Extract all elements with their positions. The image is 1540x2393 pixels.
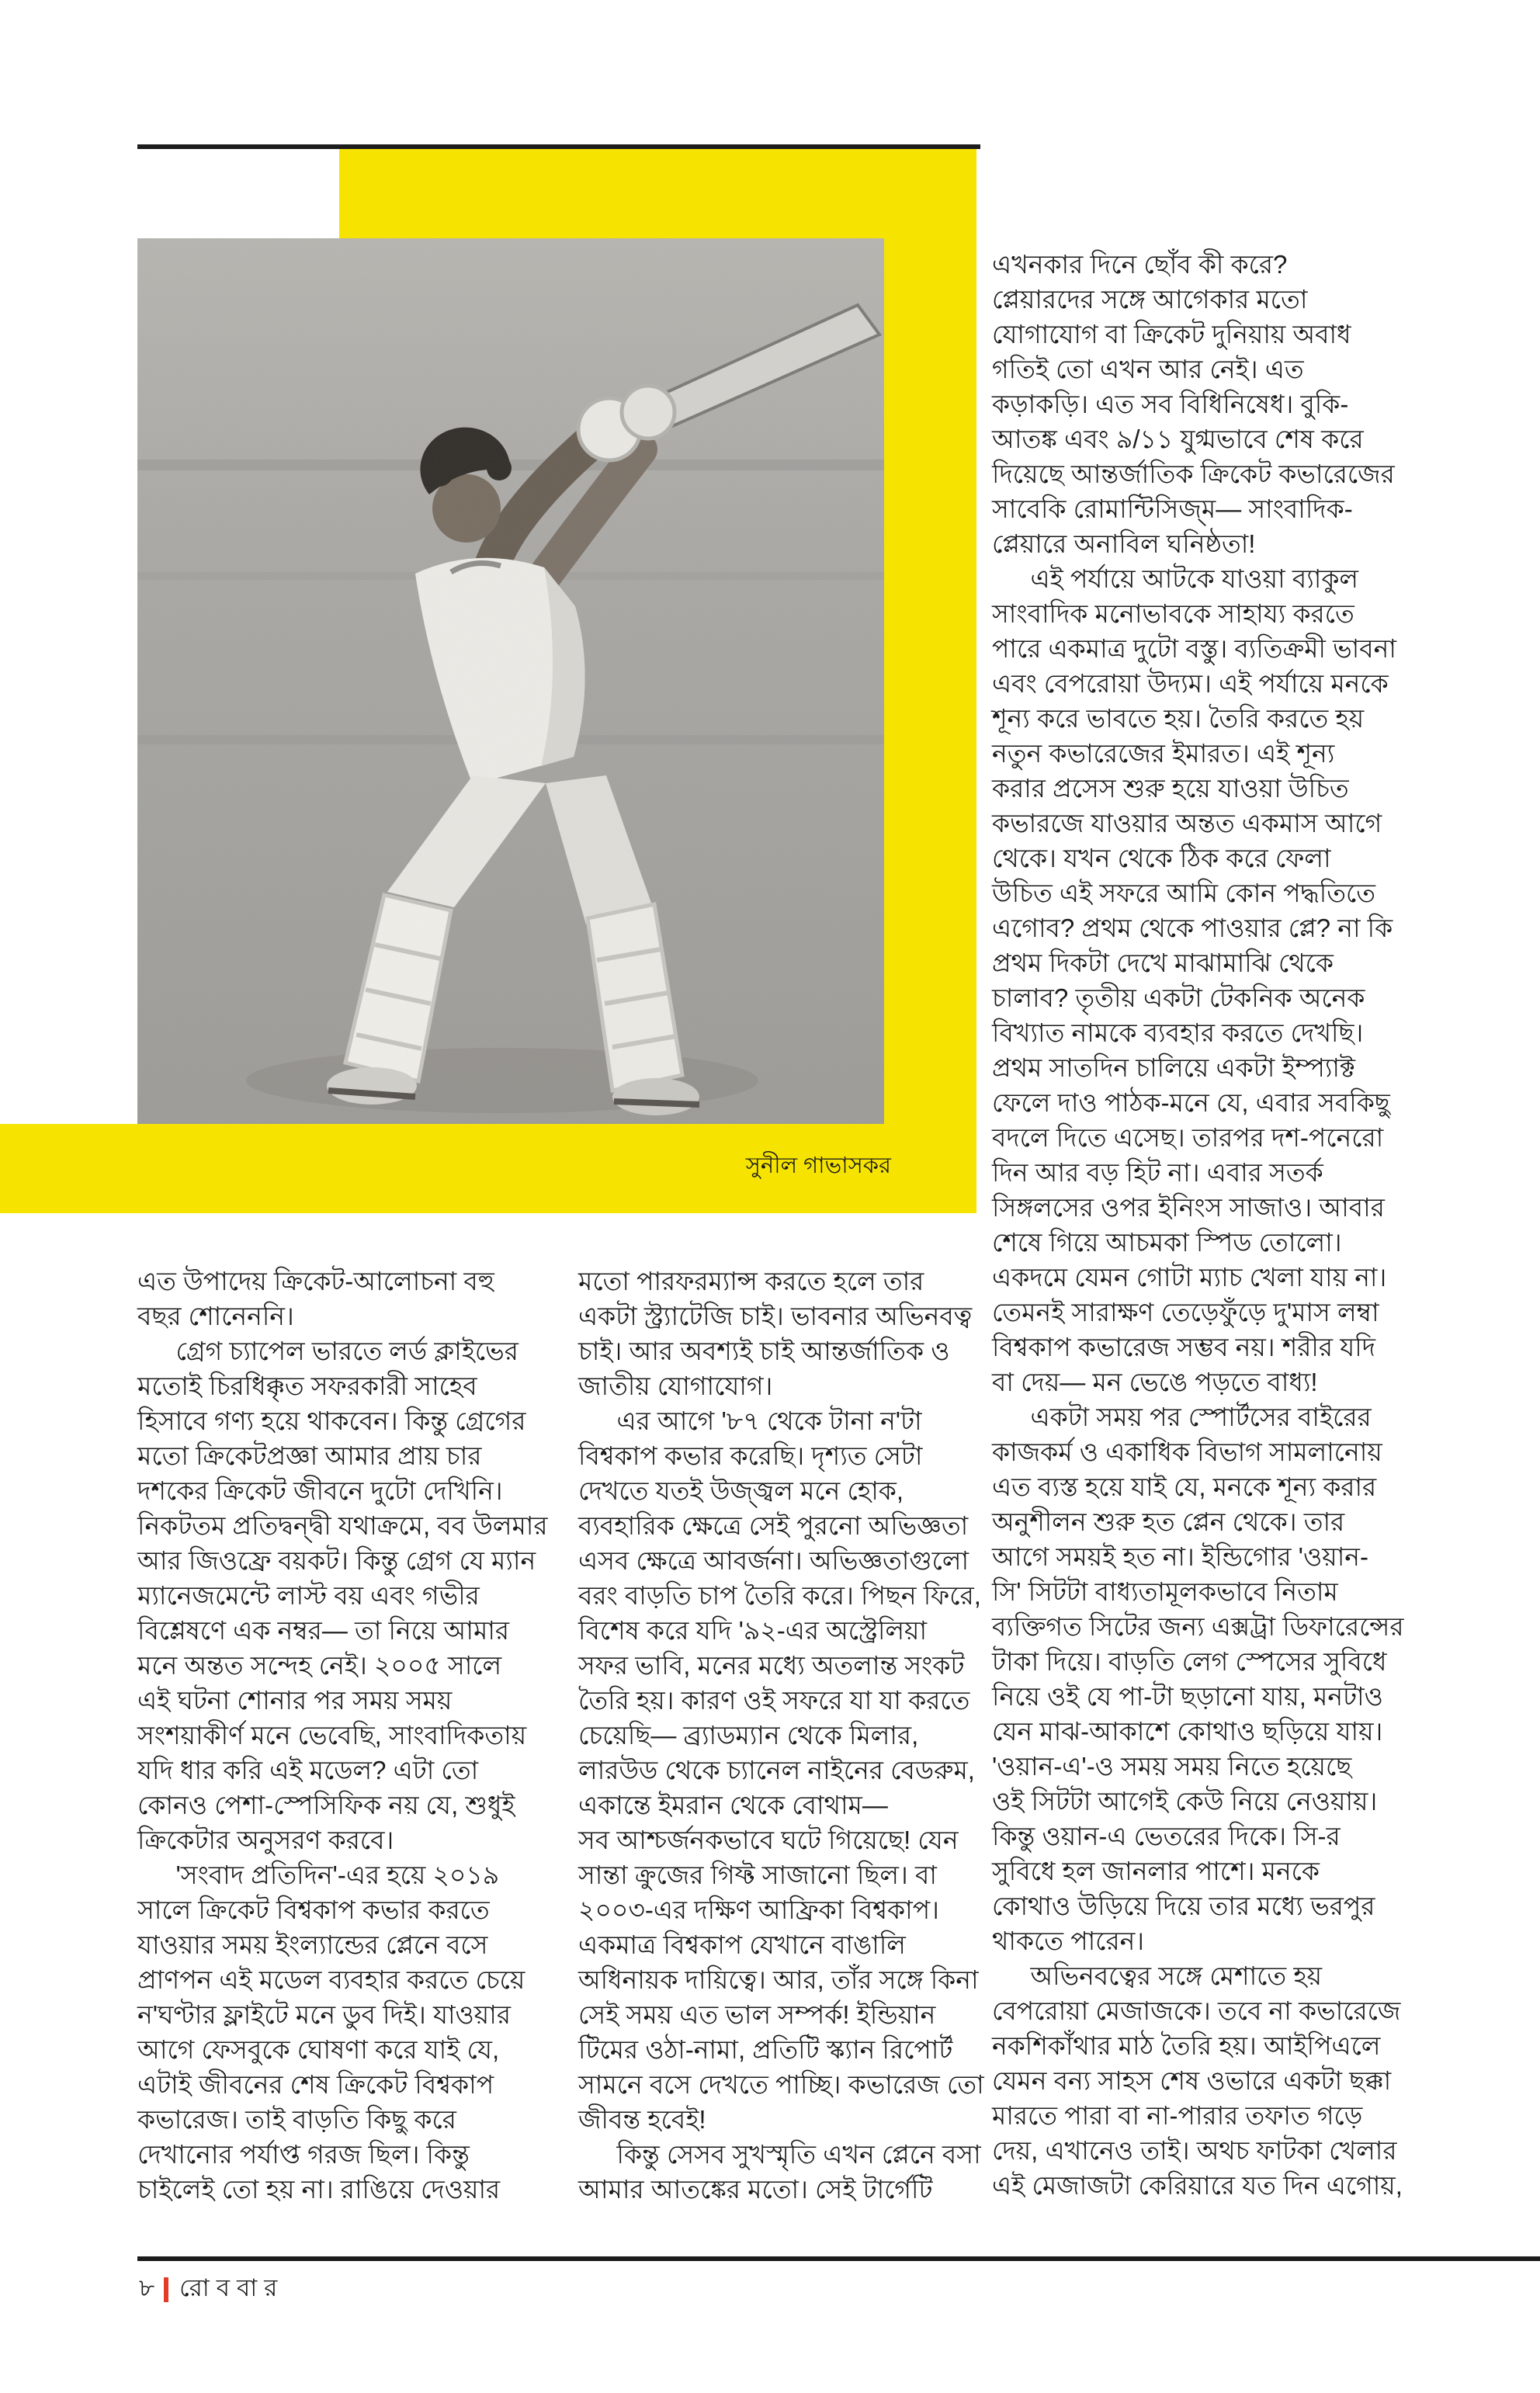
text-line: সব আশ্চর্জনকভাবে ঘটে গিয়েছে! যেন xyxy=(578,1826,959,1854)
text-line: অভিনবত্বের সঙ্গে মেশাতে হয় xyxy=(992,1961,1323,1990)
text-line: বেপরোয়া মেজাজকে। তবে না কভারেজে xyxy=(992,1996,1401,2025)
text-line: এগোব? প্রথম থেকে পাওয়ার প্লে? না কি xyxy=(992,914,1393,942)
text-line: থাকতে পারেন। xyxy=(992,1927,1145,1955)
photo-sunil-gavaskar xyxy=(137,238,884,1124)
text-line: চাই। আর অবশ্যই চাই আন্তর্জাতিক ও xyxy=(578,1337,950,1365)
text-line: থেকে। যখন থেকে ঠিক করে ফেলা xyxy=(992,844,1331,872)
text-line: প্লেয়ারদের সঙ্গে আগেকার মতো xyxy=(992,285,1308,314)
text-line: এত ব্যস্ত হয়ে যাই যে, মনকে শূন্য করার xyxy=(992,1472,1377,1501)
text-line: হিসাবে গণ্য হয়ে থাকবেন। কিন্তু গ্রেগের xyxy=(137,1406,526,1435)
text-line: নতুন কভারেজের ইমারত। এই শূন্য xyxy=(992,739,1335,768)
text-line: বদলে দিতে এসেছ। তারপর দশ-পনেরো xyxy=(992,1123,1384,1152)
text-line: বছর শোনেননি। xyxy=(137,1302,294,1330)
text-line: কড়াকড়ি। এত সব বিধিনিষেধ। বুকি- xyxy=(992,390,1349,418)
text-line: এই ঘটনা শোনার পর সময় সময় xyxy=(137,1686,453,1715)
text-line: সান্তা ক্রুজের গিফ্ট সাজানো ছিল। বা xyxy=(578,1861,937,1889)
text-line: করার প্রসেস শুরু হয়ে যাওয়া উচিত xyxy=(992,774,1349,803)
text-line: জীবন্ত হবেই! xyxy=(578,2105,706,2134)
text-line: একদমে যেমন গোটা ম্যাচ খেলা যায় না। xyxy=(992,1263,1387,1292)
text-line: ন'ঘণ্টার ফ্লাইটে মনে ডুব দিই। যাওয়ার xyxy=(137,2000,511,2029)
text-line: ওই সিটটা আগেই কেউ নিয়ে নেওয়ায়। xyxy=(992,1787,1378,1816)
text-line: অনুশীলন শুরু হত প্লেন থেকে। তার xyxy=(992,1507,1345,1536)
text-line: 'সংবাদ প্রতিদিন'-এর হয়ে ২০১৯ xyxy=(137,1861,500,1889)
text-line: একান্তে ইমরান থেকে বোথাম— xyxy=(578,1791,888,1819)
text-line: তৈরি হয়। কারণ ওই সফরে যা যা করতে xyxy=(578,1686,970,1715)
text-line: সি' সিটটা বাধ্যতামূলকভাবে নিতাম xyxy=(992,1577,1338,1606)
text-line: যোগাযোগ বা ক্রিকেট দুনিয়ায় অবাধ xyxy=(992,320,1351,349)
text-line: যদি ধার করি এই মডেল? এটা তো xyxy=(137,1756,479,1784)
text-line: এই মেজাজটা কেরিয়ারে যত দিন এগোয়, xyxy=(992,2171,1403,2200)
text-line: শেষে গিয়ে আচমকা স্পিড তোলো। xyxy=(992,1228,1342,1257)
text-line: এটাই জীবনের শেষ ক্রিকেট বিশ্বকাপ xyxy=(137,2070,494,2099)
text-line: বিশেষ করে যদি '৯২-এর অস্ট্রেলিয়া xyxy=(578,1616,928,1645)
text-line: ক্রিকেটার অনুসরণ করবে। xyxy=(137,1826,394,1854)
text-line: চালাব? তৃতীয় একটা টেকনিক অনেক xyxy=(992,983,1365,1012)
text-line: দিন আর বড় হিট না। এবার সতর্ক xyxy=(992,1158,1323,1187)
text-line: দেখানোর পর্যাপ্ত গরজ ছিল। কিন্তু xyxy=(137,2140,470,2169)
text-line: এবং বেপরোয়া উদ্যম। এই পর্যায়ে মনকে xyxy=(992,669,1389,698)
text-line: মারতে পারা বা না-পারার তফাত গড়ে xyxy=(992,2101,1363,2130)
text-line: গ্রেগ চ্যাপেল ভারতে লর্ড ক্লাইভের xyxy=(137,1337,519,1365)
text-line: প্রথম সাতদিন চালিয়ে একটা ইম্প্যাক্ট xyxy=(992,1053,1355,1082)
text-line: ব্যক্তিগত সিটের জন্য এক্সট্রা ডিফারেন্সের xyxy=(992,1612,1404,1641)
text-line: শূন্য করে ভাবতে হয়। তৈরি করতে হয় xyxy=(992,704,1365,733)
text-line: দেখতে যতই উজ্জ্বল মনে হোক, xyxy=(578,1476,904,1505)
text-line: লারউড থেকে চ্যানেল নাইনের বেডরুম, xyxy=(578,1756,975,1784)
text-line: বিখ্যাত নামকে ব্যবহার করতে দেখছি। xyxy=(992,1018,1364,1047)
text-line: আতঙ্ক এবং ৯/১১ যুগ্মভাবে শেষ করে xyxy=(992,425,1364,453)
text-line: যেন মাঝ-আকাশে কোথাও ছড়িয়ে যায়। xyxy=(992,1717,1383,1746)
text-line: কিন্তু সেসব সুখস্মৃতি এখন প্লেনে বসা xyxy=(578,2140,981,2169)
text-line: একটা সময় পর স্পোর্টসের বাইরের xyxy=(992,1403,1372,1431)
text-line: একমাত্র বিশ্বকাপ যেখানে বাঙালি xyxy=(578,1930,906,1959)
text-line: মনে অন্তত সন্দেহ নেই। ২০০৫ সালে xyxy=(137,1651,502,1680)
text-line: সামনে বসে দেখতে পাচ্ছি। কভারেজ তো xyxy=(578,2070,984,2099)
text-line: সিঙ্গলসের ওপর ইনিংস সাজাও। আবার xyxy=(992,1193,1385,1222)
footer-rule xyxy=(137,2256,1540,2261)
text-line: একটা স্ট্র্যাটেজি চাই। ভাবনার অভিনবত্ব xyxy=(578,1302,973,1330)
text-line: দেয়, এখানেও তাই। অথচ ফাটকা খেলার xyxy=(992,2136,1397,2165)
text-line: কাজকর্ম ও একাধিক বিভাগ সামলানোয় xyxy=(992,1438,1382,1466)
article-column-2 xyxy=(578,1264,984,2207)
text-line: দিয়েছে আন্তর্জাতিক ক্রিকেট কভারেজের xyxy=(992,460,1395,488)
text-line: আগে সময়ই হত না। ইন্ডিগোর 'ওয়ান- xyxy=(992,1542,1368,1571)
article-column-1 xyxy=(137,1264,548,2207)
article-column-3 xyxy=(992,247,1404,2203)
text-line: চেয়েছি— ব্র্যাডম্যান থেকে মিলার, xyxy=(578,1721,919,1750)
text-line: ম্যানেজমেন্টে লাস্ট বয় এবং গভীর xyxy=(137,1581,480,1610)
text-line: সাবেকি রোমান্টিসিজ্ম— সাংবাদিক- xyxy=(992,494,1353,523)
text-line: এর আগে '৮৭ থেকে টানা ন'টা xyxy=(578,1406,922,1435)
text-line: টাকা দিয়ে। বাড়তি লেগ স্পেসের সুবিধে xyxy=(992,1647,1387,1676)
text-line: এত উপাদেয় ক্রিকেট-আলোচনা বহু xyxy=(137,1267,494,1295)
text-line: মতোই চিরধিক্কৃত সফরকারী সাহেব xyxy=(137,1372,477,1400)
text-line: সাংবাদিক মনোভাবকে সাহায্য করতে xyxy=(992,599,1354,628)
text-line: সালে ক্রিকেট বিশ্বকাপ কভার করতে xyxy=(137,1895,490,1924)
text-line: তেমনই সারাক্ষণ তেড়েফুঁড়ে দু'মাস লম্বা xyxy=(992,1298,1379,1327)
text-line: কোথাও উড়িয়ে দিয়ে তার মধ্যে ভরপুর xyxy=(992,1892,1375,1920)
text-line: কোনও পেশা-স্পেসিফিক নয় যে, শুধুই xyxy=(137,1791,515,1819)
text-line: দশকের ক্রিকেট জীবনে দুটো দেখিনি। xyxy=(137,1476,503,1505)
text-line: নিয়ে ওই যে পা-টা ছড়ানো যায়, মনটাও xyxy=(992,1682,1383,1711)
text-line: গতিই তো এখন আর নেই। এত xyxy=(992,355,1304,383)
text-line: চাইলেই তো হয় না। রাঙিয়ে দেওয়ার xyxy=(137,2175,501,2204)
text-line: আর জিওফ্রে বয়কট। কিন্তু গ্রেগ যে ম্যান xyxy=(137,1546,536,1575)
photo-caption xyxy=(137,1150,891,1181)
text-line: প্লেয়ারে অনাবিল ঘনিষ্ঠতা! xyxy=(992,529,1256,558)
text-line: অধিনায়ক দায়িত্বে। আর, তাঁর সঙ্গে কিনা xyxy=(578,1965,979,1994)
text-line: প্রাণপন এই মডেল ব্যবহার করতে চেয়ে xyxy=(137,1965,525,1994)
text-line: টিমের ওঠা-নামা, প্রতিটি স্ক্যান রিপোর্ট xyxy=(578,2035,953,2064)
text-line: কভারেজ। তাই বাড়তি কিছু করে xyxy=(137,2105,456,2134)
text-line: বিশ্লেষণে এক নম্বর— তা নিয়ে আমার xyxy=(137,1616,510,1645)
text-line: ২০০৩-এর দক্ষিণ আফ্রিকা বিশ্বকাপ। xyxy=(578,1895,939,1924)
text-line: বিশ্বকাপ কভারেজ সম্ভব নয়। শরীর যদি xyxy=(992,1333,1375,1361)
text-line: এই পর্যায়ে আটকে যাওয়া ব্যাকুল xyxy=(992,564,1359,593)
page-number: ৮ xyxy=(139,2274,155,2301)
text-line: আমার আতঙ্কের মতো। সেই টার্গেটি xyxy=(578,2175,933,2204)
text-line: ব্যবহারিক ক্ষেত্রে সেই পুরনো অভিজ্ঞতা xyxy=(578,1511,969,1540)
publication-name: রোববার xyxy=(179,2274,285,2301)
text-line: প্রথম দিকটা দেখে মাঝামাঝি থেকে xyxy=(992,949,1334,977)
text-line: মতো পারফরম্যান্স করতে হলে তার xyxy=(578,1267,924,1295)
text-line: বা দেয়— মন ভেঙে পড়তে বাধ্য! xyxy=(992,1368,1318,1396)
text-line: এসব ক্ষেত্রে আবর্জনা। অভিজ্ঞতাগুলো xyxy=(578,1546,969,1575)
text-line: বরং বাড়তি চাপ তৈরি করে। পিছন ফিরে, xyxy=(578,1581,981,1610)
text-line: নিকটতম প্রতিদ্বন্দ্বী যথাক্রমে, বব উলমার xyxy=(137,1511,548,1540)
text-line: বিশ্বকাপ কভার করেছি। দৃশ্যত সেটা xyxy=(578,1441,923,1470)
text-line: কভারজে যাওয়ার অন্তত একমাস আগে xyxy=(992,809,1382,838)
text-line: নকশিকাঁথার মাঠ তৈরি হয়। আইপিএলে xyxy=(992,2031,1381,2060)
text-line: ফেলে দাও পাঠক-মনে যে, এবার সবকিছু xyxy=(992,1088,1390,1117)
page-footer xyxy=(139,2273,284,2307)
text-line: সেই সময় এত ভাল সম্পর্ক! ইন্ডিয়ান xyxy=(578,2000,936,2029)
photo-caption-text: সুনীল গাভাসকর xyxy=(745,1153,891,1178)
text-line: সংশয়াকীর্ণ মনে ভেবেছি, সাংবাদিকতায় xyxy=(137,1721,527,1750)
text-line: 'ওয়ান-এ'-ও সময় সময় নিতে হয়েছে xyxy=(992,1752,1352,1781)
text-line: সফর ভাবি, মনের মধ্যে অতলান্ত সংকট xyxy=(578,1651,965,1680)
text-line: যেমন বন্য সাহস শেষ ওভারে একটা ছক্কা xyxy=(992,2066,1392,2095)
text-line: কিন্তু ওয়ান-এ ভেতরের দিকে। সি-র xyxy=(992,1822,1341,1850)
batsman-illustration xyxy=(137,238,884,1124)
text-line: যাওয়ার সময় ইংল্যান্ডের প্লেনে বসে xyxy=(137,1930,488,1959)
text-line: এখনকার দিনে ছোঁব কী করে? xyxy=(992,250,1288,279)
text-line: জাতীয় যোগাযোগ। xyxy=(578,1372,773,1400)
text-line: সুবিধে হল জানলার পাশে। মনকে xyxy=(992,1857,1320,1885)
footer-red-separator xyxy=(164,2277,168,2302)
text-line: পারে একমাত্র দুটো বস্তু। ব্যতিক্রমী ভাবনা xyxy=(992,634,1396,663)
text-line: মতো ক্রিকেটপ্রজ্ঞা আমার প্রায় চার xyxy=(137,1441,482,1470)
text-line: আগে ফেসবুকে ঘোষণা করে যাই যে, xyxy=(137,2035,500,2064)
text-line: উচিত এই সফরে আমি কোন পদ্ধতিতে xyxy=(992,879,1375,907)
